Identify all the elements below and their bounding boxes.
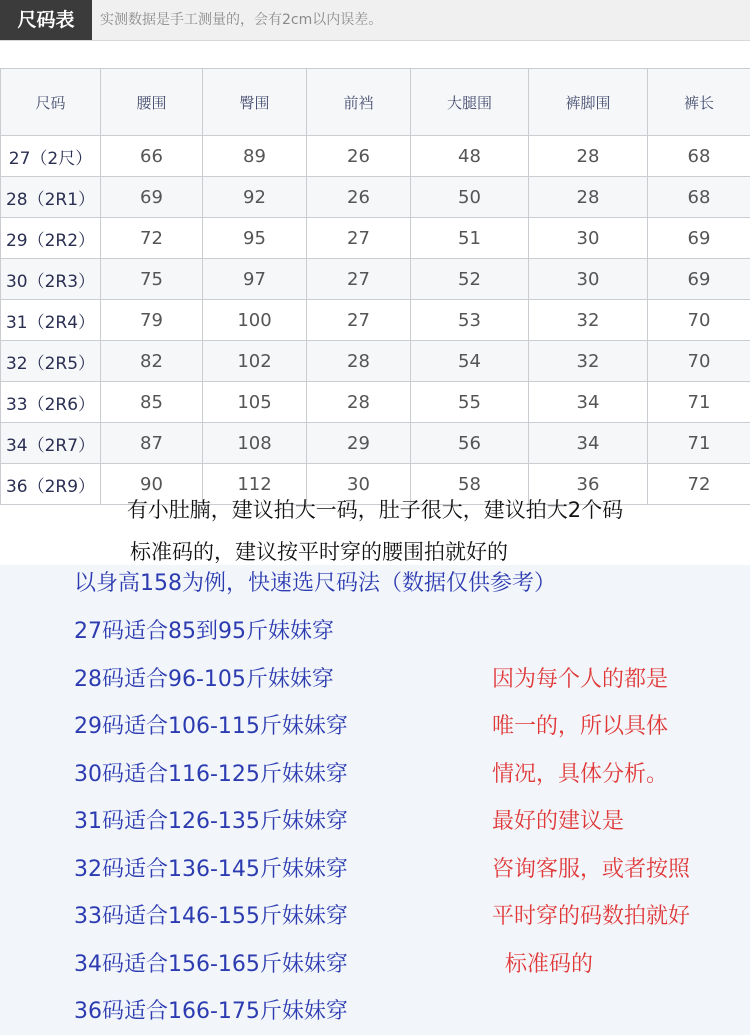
advice-line-2: 标准码的，建议按平时穿的腰围拍就好的 — [130, 540, 508, 564]
measurement-cell: 27 — [307, 259, 411, 300]
table-row — [1, 218, 750, 259]
measurement-cell: 54 — [411, 341, 529, 382]
side-note-line: 标准码的 — [505, 952, 594, 977]
advice-line-1: 有小肚腩，建议拍大一码，肚子很大，建议拍大2个码 — [126, 498, 624, 522]
measurement-note: 实测数据是手工测量的，会有2cm以内误差。 — [100, 12, 383, 28]
measurement-cell: 56 — [411, 423, 529, 464]
measurement-cell: 79 — [101, 300, 203, 341]
side-note-line: 平时穿的码数拍就好 — [492, 904, 691, 929]
side-note-line: 唯一的，所以具体 — [492, 714, 669, 739]
measurement-cell: 51 — [411, 218, 529, 259]
size-cell: 30（2R3） — [1, 259, 101, 300]
measurement-cell: 26 — [307, 136, 411, 177]
measurement-cell: 69 — [648, 259, 750, 300]
guide-item: 27码适合85到95斤妹妹穿 — [74, 619, 334, 644]
measurement-cell: 70 — [648, 300, 750, 341]
measurement-cell: 53 — [411, 300, 529, 341]
measurement-cell: 28 — [307, 382, 411, 423]
measurement-cell: 30 — [529, 218, 648, 259]
measurement-cell: 102 — [203, 341, 307, 382]
measurement-cell: 28 — [307, 341, 411, 382]
guide-item: 32码适合136-145斤妹妹穿 — [74, 857, 348, 882]
size-cell: 27（2尺） — [1, 136, 101, 177]
size-cell: 34（2R7） — [1, 423, 101, 464]
measurement-cell: 105 — [203, 382, 307, 423]
side-note-line: 情况，具体分析。 — [492, 762, 669, 787]
measurement-cell: 97 — [203, 259, 307, 300]
table-header-row — [1, 69, 750, 136]
size-table — [0, 68, 750, 505]
measurement-cell: 30 — [529, 259, 648, 300]
measurement-cell: 71 — [648, 423, 750, 464]
column-header: 前裆 — [307, 69, 411, 136]
table-row — [1, 259, 750, 300]
measurement-cell: 87 — [101, 423, 203, 464]
measurement-cell: 68 — [648, 136, 750, 177]
measurement-cell: 90 — [101, 464, 203, 505]
measurement-cell: 32 — [529, 341, 648, 382]
measurement-cell: 75 — [101, 259, 203, 300]
measurement-cell: 34 — [529, 382, 648, 423]
side-note-line: 因为每个人的都是 — [492, 667, 669, 692]
guide-item: 30码适合116-125斤妹妹穿 — [74, 762, 348, 787]
measurement-cell: 85 — [101, 382, 203, 423]
guide-item: 36码适合166-175斤妹妹穿 — [74, 999, 348, 1024]
size-cell: 31（2R4） — [1, 300, 101, 341]
measurement-cell: 100 — [203, 300, 307, 341]
measurement-cell: 69 — [648, 218, 750, 259]
measurement-cell: 95 — [203, 218, 307, 259]
side-note-line: 咨询客服，或者按照 — [492, 857, 691, 882]
size-cell: 36（2R9） — [1, 464, 101, 505]
table-row — [1, 341, 750, 382]
measurement-cell: 108 — [203, 423, 307, 464]
measurement-cell: 29 — [307, 423, 411, 464]
table-row — [1, 423, 750, 464]
table-row — [1, 177, 750, 218]
measurement-cell: 36 — [529, 464, 648, 505]
guide-item: 29码适合106-115斤妹妹穿 — [74, 714, 348, 739]
table-row — [1, 300, 750, 341]
column-header: 大腿围 — [411, 69, 529, 136]
measurement-cell: 71 — [648, 382, 750, 423]
measurement-cell: 30 — [307, 464, 411, 505]
side-note-line: 最好的建议是 — [492, 809, 625, 834]
measurement-cell: 112 — [203, 464, 307, 505]
table-row — [1, 382, 750, 423]
measurement-cell: 82 — [101, 341, 203, 382]
guide-item: 34码适合156-165斤妹妹穿 — [74, 952, 348, 977]
guide-item: 31码适合126-135斤妹妹穿 — [74, 809, 348, 834]
measurement-cell: 52 — [411, 259, 529, 300]
size-cell: 33（2R6） — [1, 382, 101, 423]
measurement-cell: 27 — [307, 300, 411, 341]
measurement-cell: 89 — [203, 136, 307, 177]
measurement-cell: 72 — [101, 218, 203, 259]
measurement-cell: 69 — [101, 177, 203, 218]
measurement-cell: 55 — [411, 382, 529, 423]
column-header: 裤长 — [648, 69, 750, 136]
column-header: 裤脚围 — [529, 69, 648, 136]
measurement-cell: 34 — [529, 423, 648, 464]
table-row — [1, 136, 750, 177]
guide-item: 33码适合146-155斤妹妹穿 — [74, 904, 348, 929]
measurement-cell: 50 — [411, 177, 529, 218]
column-header: 腰围 — [101, 69, 203, 136]
measurement-cell: 27 — [307, 218, 411, 259]
measurement-cell: 48 — [411, 136, 529, 177]
measurement-cell: 68 — [648, 177, 750, 218]
column-header: 臀围 — [203, 69, 307, 136]
measurement-cell: 28 — [529, 177, 648, 218]
column-header: 尺码 — [1, 69, 101, 136]
measurement-cell: 92 — [203, 177, 307, 218]
page-title: 尺码表 — [0, 0, 92, 40]
size-cell: 29（2R2） — [1, 218, 101, 259]
guide-item: 28码适合96-105斤妹妹穿 — [74, 667, 334, 692]
measurement-cell: 66 — [101, 136, 203, 177]
measurement-cell: 26 — [307, 177, 411, 218]
header-bar — [0, 0, 750, 41]
size-cell: 32（2R5） — [1, 341, 101, 382]
guide-heading: 以身高158为例，快速选尺码法（数据仅供参考） — [74, 571, 556, 596]
measurement-cell: 70 — [648, 341, 750, 382]
measurement-cell: 58 — [411, 464, 529, 505]
measurement-cell: 72 — [648, 464, 750, 505]
measurement-cell: 32 — [529, 300, 648, 341]
measurement-cell: 28 — [529, 136, 648, 177]
size-cell: 28（2R1） — [1, 177, 101, 218]
